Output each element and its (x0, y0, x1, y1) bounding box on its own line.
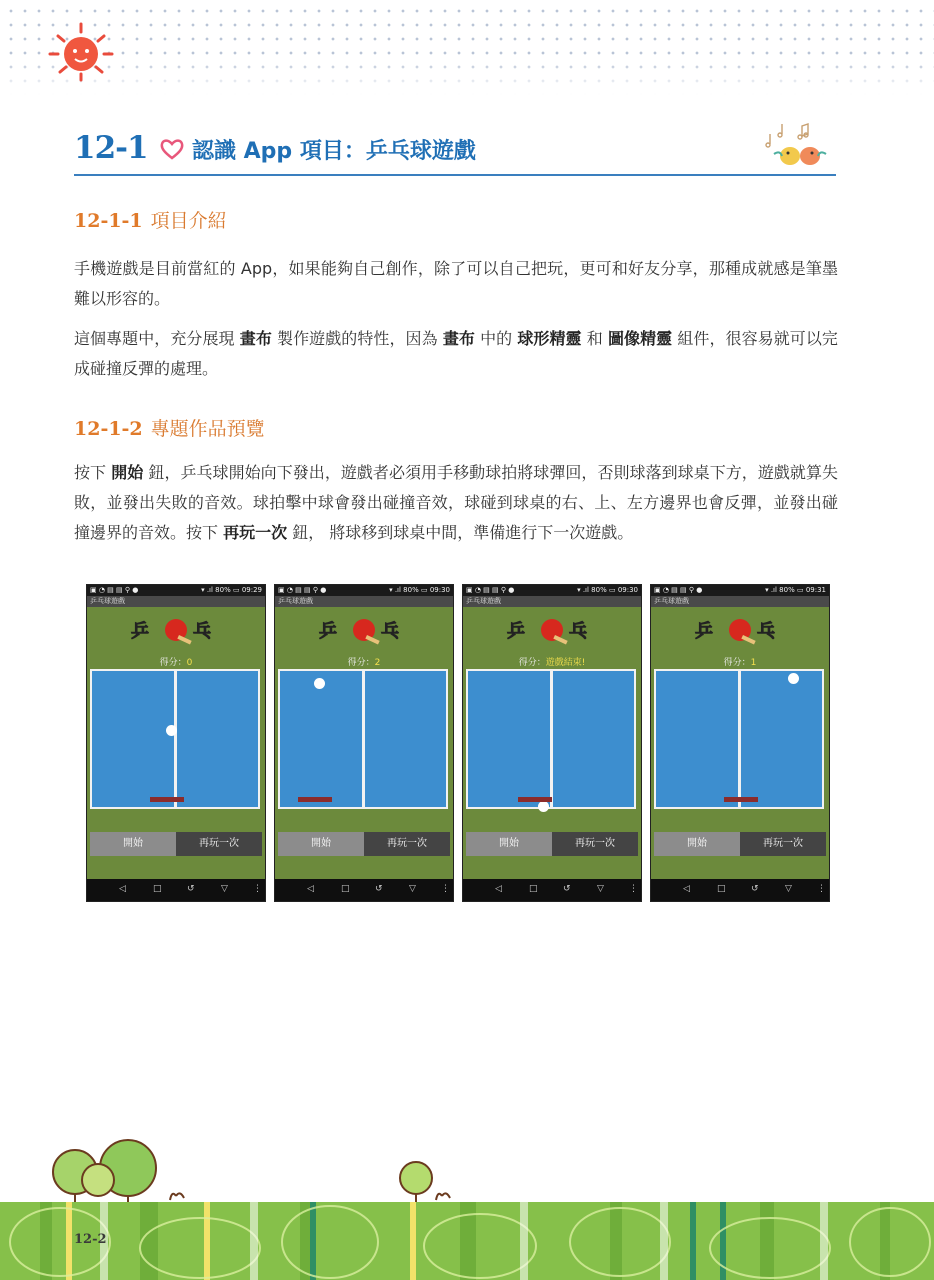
status-bar (651, 585, 829, 596)
android-nav-bar (463, 879, 641, 901)
hide-icon[interactable]: ▽ (409, 884, 416, 894)
start-button[interactable]: 開始 (466, 832, 552, 856)
status-right: ▾ .ıl 80% ▭ 09:29 (201, 586, 262, 594)
recent-icon[interactable]: ↺ (375, 884, 383, 894)
footer-decoration (0, 1120, 934, 1280)
score-display (463, 655, 641, 668)
dotted-header-fade (0, 0, 934, 95)
app-title-bar: 乒乓球遊戲 (463, 596, 641, 607)
text-run: 鈕， 將球移到球桌中間，準備進行下一次遊戲。 (287, 523, 634, 542)
svg-text:乒: 乒 (319, 621, 337, 642)
status-right: ▾ .ıl 80% ▭ 09:30 (577, 586, 638, 594)
play-again-button[interactable]: 再玩一次 (364, 832, 450, 856)
ball (166, 725, 177, 736)
status-right: ▾ .ıl 80% ▭ 09:31 (765, 586, 826, 594)
play-again-button[interactable]: 再玩一次 (176, 832, 262, 856)
battery-text: 80% (591, 586, 607, 594)
section-number: 12-1-2 (74, 418, 143, 440)
table-net (362, 671, 365, 807)
pingpong-logo (503, 615, 601, 645)
section-number: 12-1-1 (74, 210, 143, 232)
home-icon[interactable]: □ (717, 884, 726, 894)
score-display (275, 655, 453, 668)
battery-text: 80% (779, 586, 795, 594)
start-button[interactable]: 開始 (90, 832, 176, 856)
button-row (87, 832, 265, 856)
paddle[interactable] (150, 797, 184, 802)
phone-screenshot (462, 584, 642, 902)
home-icon[interactable]: □ (153, 884, 162, 894)
score-label: 得分： (347, 658, 375, 668)
ball (788, 673, 799, 684)
menu-icon[interactable]: ⋮ (629, 884, 638, 894)
score-value: 遊戲結束! (545, 658, 586, 668)
status-bar (463, 585, 641, 596)
score-label: 得分： (723, 658, 751, 668)
recent-icon[interactable]: ↺ (563, 884, 571, 894)
recent-icon[interactable]: ↺ (187, 884, 195, 894)
battery-text: 80% (215, 586, 231, 594)
menu-icon[interactable]: ⋮ (441, 884, 450, 894)
button-row (463, 832, 641, 856)
app-title-bar: 乒乓球遊戲 (87, 596, 265, 607)
game-table[interactable] (90, 669, 260, 809)
table-net (174, 671, 177, 807)
start-button[interactable]: 開始 (278, 832, 364, 856)
score-display (651, 655, 829, 668)
clock-text: 09:29 (241, 586, 262, 594)
menu-icon[interactable]: ⋮ (817, 884, 826, 894)
score-display (87, 655, 265, 668)
home-icon[interactable]: □ (341, 884, 350, 894)
chapter-number: 12-1 (74, 130, 148, 166)
back-icon[interactable]: ◁ (119, 884, 126, 894)
term-start: 開始 (111, 463, 144, 482)
game-table[interactable] (278, 669, 448, 809)
text-run: 按下 (74, 463, 112, 482)
chapter-title: 認識 App 項目：乒乓球遊戲 (192, 139, 476, 164)
home-icon[interactable]: □ (529, 884, 538, 894)
hide-icon[interactable]: ▽ (597, 884, 604, 894)
text-run: 製作遊戲的特性，因為 (271, 329, 443, 348)
status-right: ▾ .ıl 80% ▭ 09:30 (389, 586, 450, 594)
table-net (738, 671, 741, 807)
text-run: 組件，很容易就可以完成碰撞反彈的處理。 (74, 329, 838, 378)
android-nav-bar (651, 879, 829, 901)
game-table[interactable] (654, 669, 824, 809)
term-image-sprite: 圖像精靈 (607, 329, 673, 348)
battery-text: 80% (403, 586, 419, 594)
score-label: 得分： (518, 658, 546, 668)
paddle[interactable] (298, 797, 332, 802)
term-canvas: 畫布 (442, 329, 475, 348)
term-canvas: 畫布 (239, 329, 272, 348)
phone-screenshot (86, 584, 266, 902)
app-title-bar: 乒乓球遊戲 (651, 596, 829, 607)
play-again-button[interactable]: 再玩一次 (740, 832, 826, 856)
phone-screenshot (274, 584, 454, 902)
app-title-bar: 乒乓球遊戲 (275, 596, 453, 607)
back-icon[interactable]: ◁ (307, 884, 314, 894)
button-row (275, 832, 453, 856)
hide-icon[interactable]: ▽ (221, 884, 228, 894)
svg-text:乓: 乓 (381, 621, 399, 642)
ball (314, 678, 325, 689)
svg-text:乒: 乒 (695, 621, 713, 642)
preview-paragraph (74, 458, 838, 548)
score-value: 1 (750, 658, 757, 668)
clock-text: 09:31 (805, 586, 826, 594)
term-ball-sprite: 球形精靈 (517, 329, 582, 348)
back-icon[interactable]: ◁ (495, 884, 502, 894)
phone-screenshot (650, 584, 830, 902)
section-title: 專題作品預覽 (150, 418, 265, 440)
status-bar (87, 585, 265, 596)
pingpong-logo (691, 615, 789, 645)
svg-text:乒: 乒 (131, 621, 149, 642)
hide-icon[interactable]: ▽ (785, 884, 792, 894)
grass-pattern (0, 1202, 934, 1280)
notification-icons: ▣ ◔ ▤ ▤ ⚲ ● (654, 586, 703, 594)
text-run: 和 (581, 329, 608, 348)
text-run: 中的 (474, 329, 518, 348)
svg-text:乓: 乓 (757, 621, 775, 642)
button-row (651, 832, 829, 856)
android-nav-bar (275, 879, 453, 901)
menu-icon[interactable]: ⋮ (253, 884, 262, 894)
page-number: 12-2 (74, 1232, 107, 1247)
chapter-heading (74, 126, 836, 176)
back-icon[interactable]: ◁ (683, 884, 690, 894)
paddle[interactable] (724, 797, 758, 802)
clock-text: 09:30 (617, 586, 638, 594)
android-nav-bar (87, 879, 265, 901)
birds-music-icon (762, 120, 834, 168)
start-button[interactable]: 開始 (654, 832, 740, 856)
intro-paragraph-1: 手機遊戲是目前當紅的 App，如果能夠自己創作，除了可以自己把玩，更可和好友分享，那種成就感是筆墨難以形容的。 (74, 259, 838, 308)
score-value: 2 (374, 658, 381, 668)
svg-text:乒: 乒 (507, 621, 525, 642)
section-heading-preview (74, 414, 265, 441)
grass-ground (0, 1202, 934, 1280)
text-run: 鈕，乒乓球開始向下發出，遊戲者必須用手移動球拍將球彈回，否則球落到球桌下方，遊戲就算失敗，並發出失敗的音效。球拍擊中球會發出碰撞音效，球碰到球桌的右、上、左方邊界也會反彈，並發出碰撞邊界的音效。按下 (74, 463, 838, 542)
notification-icons: ▣ ◔ ▤ ▤ ⚲ ● (90, 586, 139, 594)
heart-icon (160, 138, 184, 160)
screenshot-strip (86, 584, 830, 902)
score-value: 0 (186, 658, 193, 668)
recent-icon[interactable]: ↺ (751, 884, 759, 894)
play-again-button[interactable]: 再玩一次 (552, 832, 638, 856)
clock-text: 09:30 (429, 586, 450, 594)
ball (538, 801, 549, 812)
pingpong-logo (127, 615, 225, 645)
term-play-again: 再玩一次 (223, 523, 288, 542)
svg-text:乓: 乓 (569, 621, 587, 642)
trees-icon (0, 1120, 934, 1210)
intro-paragraph-2 (74, 324, 838, 384)
pingpong-logo (315, 615, 413, 645)
text-run: 這個專題中，充分展現 (74, 329, 240, 348)
status-bar (275, 585, 453, 596)
sun-icon (48, 22, 114, 82)
notification-icons: ▣ ◔ ▤ ▤ ⚲ ● (466, 586, 515, 594)
table-net (550, 671, 553, 807)
paddle[interactable] (518, 797, 552, 802)
svg-text:乓: 乓 (193, 621, 211, 642)
notification-icons: ▣ ◔ ▤ ▤ ⚲ ● (278, 586, 327, 594)
section-heading-intro (74, 206, 227, 233)
score-label: 得分： (159, 658, 187, 668)
game-table[interactable] (466, 669, 636, 809)
section-title: 項目介紹 (150, 210, 227, 232)
